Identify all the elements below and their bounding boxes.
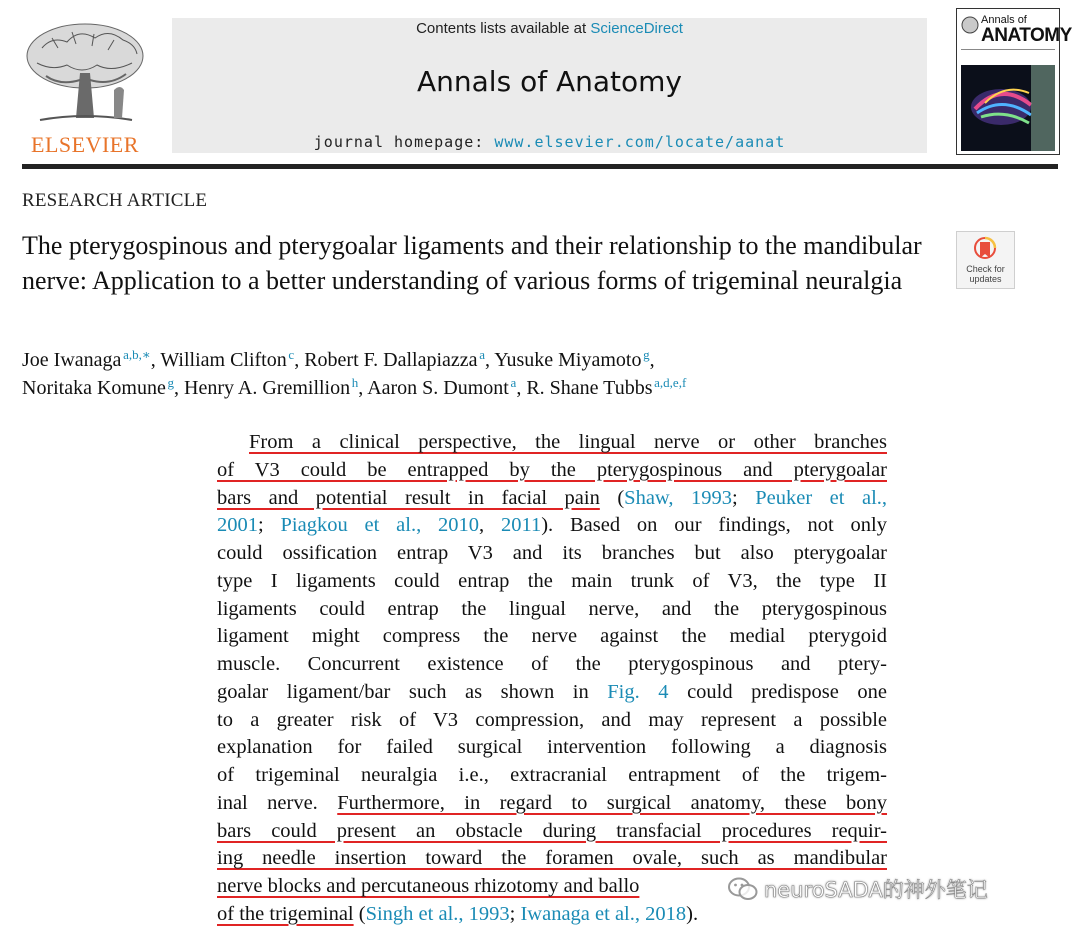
- text-line: [217, 512, 887, 540]
- elsevier-logo[interactable]: [22, 18, 148, 156]
- citation-link[interactable]: Shaw, 1993: [624, 486, 733, 509]
- text-fragment: ;: [258, 514, 281, 537]
- tree-icon: [22, 18, 148, 130]
- author-separator: ,: [294, 349, 305, 371]
- author-name[interactable]: Joe Iwanaga: [22, 349, 122, 371]
- text-fragment: (: [599, 486, 625, 509]
- cover-image: [961, 65, 1055, 151]
- text-fragment: ). Based on our findings, not only: [541, 514, 887, 537]
- citation-link[interactable]: Piagkou et al., 2010: [280, 514, 480, 537]
- text-line: [217, 429, 887, 457]
- text-line: ligaments could entrap the lingual nerve, and the pterygospinous: [217, 597, 887, 620]
- journal-banner: [172, 18, 927, 153]
- text-fragment: ).: [686, 902, 699, 925]
- author-separator: ,: [649, 349, 655, 371]
- cover-title-big: ANATOMY: [981, 25, 1072, 46]
- text-line: [217, 485, 887, 513]
- homepage-link[interactable]: www.elsevier.com/locate/aanat: [494, 133, 786, 151]
- check-line-2: updates: [969, 274, 1002, 284]
- elsevier-wordmark: ELSEVIER: [31, 132, 139, 157]
- text-line: [217, 818, 887, 846]
- highlighted-text: of V3 could be entrapped by the pterygospinous and pterygoalar: [217, 458, 887, 481]
- citation-link[interactable]: 2011: [500, 514, 542, 537]
- author-name[interactable]: Robert F. Dallapiazza: [304, 349, 478, 371]
- author-separator: ,: [484, 349, 495, 371]
- citation-link[interactable]: Peuker et al.,: [755, 486, 888, 509]
- citation-link[interactable]: 2001: [217, 514, 258, 537]
- author-name[interactable]: William Clifton: [160, 349, 287, 371]
- highlighted-text: ing needle insertion toward the foramen ovale, such as mandibular: [217, 847, 887, 870]
- article-type: RESEARCH ARTICLE: [22, 190, 208, 211]
- highlighted-text: nerve blocks and percutaneous rhizotomy and ballo: [217, 875, 640, 897]
- author-affiliation[interactable]: a,b,∗: [123, 347, 151, 362]
- text-line: type I ligaments could entrap the main trunk of V3, the type II: [217, 569, 887, 592]
- text-fragment: ,: [479, 514, 501, 537]
- bookmark-icon: [973, 237, 997, 263]
- citation-link[interactable]: Iwanaga et al., 2018: [520, 902, 687, 925]
- author-name[interactable]: Yusuke Miyamoto: [494, 349, 642, 371]
- watermark: [728, 872, 988, 906]
- highlighted-text: From a clinical perspective, the lingual nerve or other branches: [249, 431, 887, 453]
- text-line: ligament might compress the nerve against the medial pterygoid: [217, 625, 887, 648]
- text-line: [217, 679, 887, 707]
- cover-title-small: Annals of: [981, 14, 1027, 26]
- author-name[interactable]: Aaron S. Dumont: [367, 377, 509, 399]
- highlighted-text: bars could present an obstacle during transfacial procedures requir-: [217, 819, 887, 842]
- highlighted-text: Furthermore, in regard to surgical anatomy, these bony: [337, 791, 888, 814]
- highlighted-text: of the trigeminal: [217, 902, 354, 925]
- text-line: [217, 790, 887, 818]
- check-for-updates-button[interactable]: [956, 231, 1015, 289]
- author-separator: ,: [150, 349, 161, 371]
- text-fragment: ;: [732, 486, 756, 509]
- author-affiliation[interactable]: a: [510, 375, 517, 390]
- sciencedirect-link[interactable]: ScienceDirect: [590, 20, 683, 37]
- text-line: to a greater risk of V3 compression, and may represent a possible: [217, 708, 887, 731]
- text-line: could ossification entrap V3 and its branches but also pterygoalar: [217, 542, 887, 564]
- article-title: The pterygospinous and pterygoalar ligaments and their relationship to the mandibular nerve: Application to a better understanding of various forms of trigeminal neuralgia: [22, 231, 922, 295]
- text-line: [217, 845, 887, 873]
- text-fragment: ;: [509, 902, 521, 925]
- text-line: of trigeminal neuralgia i.e., extracranial entrapment of the trigem-: [217, 764, 887, 786]
- author-affiliation[interactable]: h: [351, 375, 359, 390]
- author-affiliation[interactable]: c: [288, 347, 295, 362]
- author-separator: ,: [516, 377, 527, 399]
- cover-logo-icon: [960, 15, 980, 35]
- citation-link[interactable]: Singh et al., 1993: [365, 902, 510, 925]
- journal-cover[interactable]: [956, 8, 1072, 155]
- text-fragment: could predispose one: [668, 680, 887, 703]
- text-fragment: goalar ligament/bar such as shown in: [217, 680, 608, 703]
- text-line: [217, 457, 887, 485]
- figure-link[interactable]: Fig. 4: [607, 680, 669, 703]
- author-name[interactable]: Henry A. Gremillion: [184, 377, 351, 399]
- watermark-text: neuroSADA的神外笔记: [764, 878, 988, 902]
- contents-line: [172, 20, 927, 37]
- author-affiliation[interactable]: a,d,e,f: [654, 375, 687, 390]
- author-affiliation[interactable]: a: [479, 347, 485, 362]
- author-name[interactable]: R. Shane Tubbs: [526, 377, 653, 399]
- homepage-line: [172, 133, 927, 151]
- brain-fibers-icon: [961, 65, 1055, 151]
- text-line: explanation for failed surgical intervention following a diagnosis: [217, 736, 887, 759]
- text-fragment: inal nerve.: [217, 791, 338, 814]
- chat-bubbles-icon: [728, 876, 758, 902]
- check-line-1: Check for: [966, 264, 1005, 274]
- text-fragment: (: [353, 902, 366, 925]
- author-name[interactable]: Noritaka Komune: [22, 377, 166, 399]
- homepage-prefix: journal homepage:: [313, 133, 495, 151]
- body-paragraph: [217, 429, 887, 929]
- author-list: [22, 346, 1022, 402]
- text-line: muscle. Concurrent existence of the pterygospinous and ptery-: [217, 653, 887, 675]
- contents-prefix: Contents lists available at: [416, 20, 591, 37]
- header-rule: [22, 164, 1058, 169]
- author-separator: ,: [174, 377, 185, 399]
- author-affiliation[interactable]: g: [167, 375, 175, 390]
- author-affiliation[interactable]: g: [643, 347, 650, 362]
- highlighted-text: bars and potential result in facial pain: [217, 486, 600, 509]
- journal-title: Annals of Anatomy: [417, 65, 682, 98]
- check-for-updates-label: [957, 264, 1014, 284]
- author-separator: ,: [358, 377, 368, 399]
